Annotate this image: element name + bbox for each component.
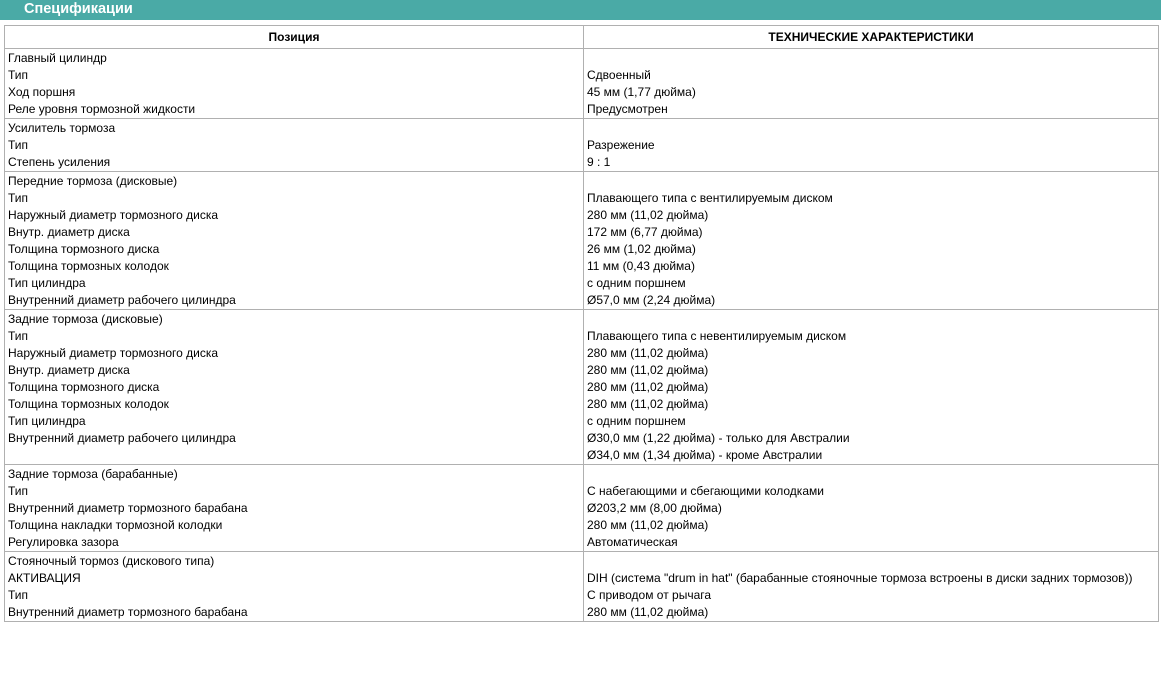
spec-value: с одним поршнем: [587, 276, 686, 290]
table-header-row: [5, 26, 1159, 49]
section-header-bar: [0, 0, 1161, 20]
spec-value: 280 мм (11,02 дюйма): [587, 605, 709, 619]
spec-cell: [584, 119, 1159, 172]
table-body: [5, 49, 1159, 622]
parameter-label: Толщина тормозного диска: [8, 242, 160, 256]
spec-value: Разрежение: [587, 138, 655, 152]
column-header-position: Позиция: [5, 26, 584, 49]
spacer-line: [587, 173, 1155, 190]
parameter-label: АКТИВАЦИЯ: [8, 571, 81, 585]
spacer-line: [587, 466, 1155, 483]
spec-value: 9 : 1: [587, 155, 611, 169]
spec-value: 280 мм (11,02 дюйма): [587, 208, 709, 222]
parameter-label: Реле уровня тормозной жидкости: [8, 102, 196, 116]
table-row: [5, 552, 1159, 622]
position-cell: [5, 465, 584, 552]
parameter-label: Внутр. диаметр диска: [8, 225, 130, 239]
spec-cell: [584, 49, 1159, 119]
spec-value: 280 мм (11,02 дюйма): [587, 380, 709, 394]
spacer-line: [587, 50, 1155, 67]
section-heading: Задние тормоза (барабанные): [8, 467, 178, 481]
position-cell: [5, 552, 584, 622]
parameter-label: Толщина тормозных колодок: [8, 397, 169, 411]
spec-value: 280 мм (11,02 дюйма): [587, 363, 709, 377]
spec-value: Сдвоенный: [587, 68, 651, 82]
table-row: [5, 49, 1159, 119]
parameter-label: Тип: [8, 68, 29, 82]
spec-cell: [584, 172, 1159, 310]
spec-value: С набегающими и сбегающими колодками: [587, 484, 824, 498]
parameter-label: Тип цилиндра: [8, 276, 86, 290]
table-row: [5, 465, 1159, 552]
parameter-label: Тип: [8, 588, 29, 602]
parameter-label: Внутр. диаметр диска: [8, 363, 130, 377]
spec-cell: [584, 465, 1159, 552]
spec-value: Плавающего типа с невентилируемым диском: [587, 329, 847, 343]
spec-value: 45 мм (1,77 дюйма): [587, 85, 696, 99]
position-cell: [5, 119, 584, 172]
section-heading: Главный цилиндр: [8, 51, 107, 65]
parameter-label: Наружный диаметр тормозного диска: [8, 208, 219, 222]
table-row: [5, 172, 1159, 310]
spec-value: 280 мм (11,02 дюйма): [587, 518, 709, 532]
parameter-label: Тип: [8, 329, 29, 343]
parameter-label: Внутренний диаметр рабочего цилиндра: [8, 431, 236, 445]
parameter-label: Внутренний диаметр тормозного барабана: [8, 501, 248, 515]
section-heading: Стояночный тормоз (дискового типа): [8, 554, 215, 568]
parameter-label: Регулировка зазора: [8, 535, 119, 549]
spec-value: DIH (система "drum in hat" (барабанные стояночные тормоза встроены в диски задних тормозов)): [587, 571, 1133, 585]
spacer-line: [587, 120, 1155, 137]
section-heading: Усилитель тормоза: [8, 121, 116, 135]
spec-value: 172 мм (6,77 дюйма): [587, 225, 703, 239]
section-heading: Задние тормоза (дисковые): [8, 312, 163, 326]
section-title: Спецификации: [24, 1, 133, 17]
spec-value: 280 мм (11,02 дюйма): [587, 397, 709, 411]
parameter-label: Тип: [8, 484, 29, 498]
parameter-label: Степень усиления: [8, 155, 111, 169]
spec-value: 11 мм (0,43 дюйма): [587, 259, 695, 273]
spacer-line: [587, 553, 1155, 570]
parameter-label: Наружный диаметр тормозного диска: [8, 346, 219, 360]
spec-value: С приводом от рычага: [587, 588, 712, 602]
position-cell: [5, 310, 584, 465]
table-row: [5, 119, 1159, 172]
column-header-specs: ТЕХНИЧЕСКИЕ ХАРАКТЕРИСТИКИ: [584, 26, 1159, 49]
spacer-line: [587, 311, 1155, 328]
spec-value: Плавающего типа с вентилируемым диском: [587, 191, 833, 205]
spec-value: 26 мм (1,02 дюйма): [587, 242, 696, 256]
parameter-label: Внутренний диаметр тормозного барабана: [8, 605, 248, 619]
parameter-label: Толщина тормозных колодок: [8, 259, 169, 273]
position-cell: [5, 172, 584, 310]
spec-value: Ø203,2 мм (8,00 дюйма): [587, 501, 722, 515]
parameter-label: Внутренний диаметр рабочего цилиндра: [8, 293, 236, 307]
spec-cell: [584, 310, 1159, 465]
spec-value: Ø30,0 мм (1,22 дюйма) - только для Австралии: [587, 431, 850, 445]
spec-value: Предусмотрен: [587, 102, 668, 116]
spec-value: Автоматическая: [587, 535, 678, 549]
table-row: [5, 310, 1159, 465]
spec-value: Ø34,0 мм (1,34 дюйма) - кроме Австралии: [587, 448, 823, 462]
specifications-table: [4, 25, 1159, 622]
spec-value: Ø57,0 мм (2,24 дюйма): [587, 293, 716, 307]
parameter-label: Толщина накладки тормозной колодки: [8, 518, 223, 532]
parameter-label: Ход поршня: [8, 85, 76, 99]
spec-value: с одним поршнем: [587, 414, 686, 428]
parameter-label: Тип: [8, 138, 29, 152]
parameter-label: Тип цилиндра: [8, 414, 86, 428]
parameter-label: Толщина тормозного диска: [8, 380, 160, 394]
spec-cell: [584, 552, 1159, 622]
section-heading: Передние тормоза (дисковые): [8, 174, 178, 188]
spec-value: 280 мм (11,02 дюйма): [587, 346, 709, 360]
parameter-label: Тип: [8, 191, 29, 205]
position-cell: [5, 49, 584, 119]
